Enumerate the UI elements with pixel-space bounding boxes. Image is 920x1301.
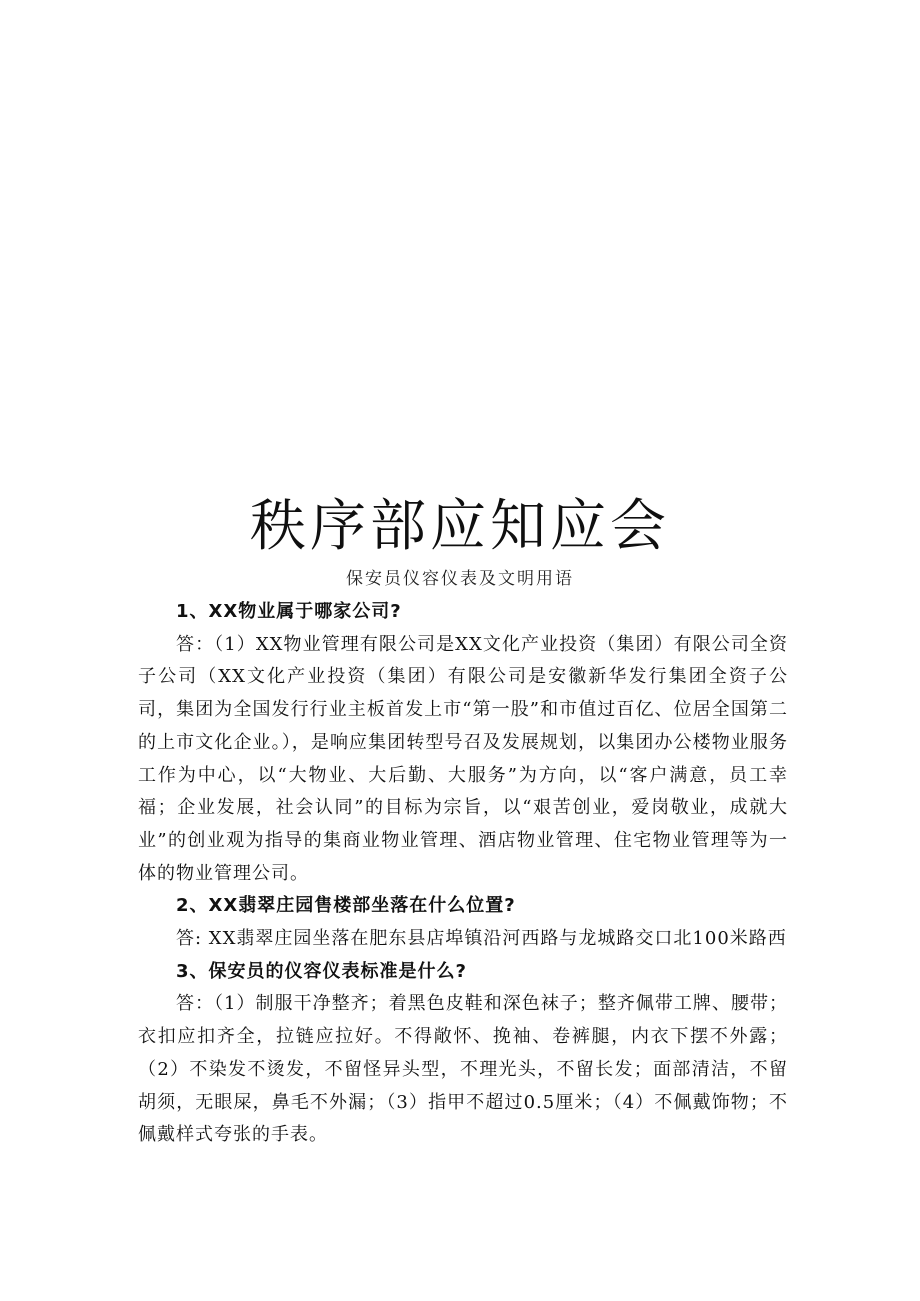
document-title: 秩序部应知应会 xyxy=(250,494,670,559)
question-2: 2、XX翡翠庄园售楼部坐落在什么位置? xyxy=(176,895,516,917)
document-body xyxy=(138,596,788,1152)
answer-1: 答：（1）XX物业管理有限公司是XX文化产业投资（集团）有限公司全资子公司（XX文化产业投资（集团）有限公司是安徽新华发行集团全资子公司，集团为全国发行行业主板首发上市“第一股”和市值过百亿、位居全国第二的上市文化企业。），是响应集团转型号召及发展规划，以集团办公楼物业服务工作为中心，以“大物业、大后勤、大服务”为方向，以“客户满意，员工幸福；企业发展，社会认同”的目标为宗旨，以“艰苦创业，爱岗敬业，成就大业”的创业观为指导的集商业物业管理、酒店物业管理、住宅物业管理等为一体的物业管理公司。 xyxy=(138,633,788,884)
answer-3: 答：（1）制服干净整齐；着黑色皮鞋和深色袜子；整齐佩带工牌、腰带；衣扣应扣齐全，拉链应拉好。不得敞怀、挽袖、卷裤腿，内衣下摆不外露；（2）不染发不烫发，不留怪异头型，不理光头，不留长发；面部清洁，不留胡须，无眼屎，鼻毛不外漏；（3）指甲不超过0.5厘米；（4）不佩戴饰物；不佩戴样式夸张的手表。 xyxy=(138,993,788,1146)
question-1: 1、XX物业属于哪家公司? xyxy=(176,601,402,622)
question-3: 3、保安员的仪容仪表标准是什么? xyxy=(176,960,467,982)
document-subtitle: 保安员仪容仪表及文明用语 xyxy=(346,569,574,589)
answer-2: 答: XX翡翠庄园坐落在肥东县店埠镇沿河西路与龙城路交口北100米路西 xyxy=(176,928,787,950)
